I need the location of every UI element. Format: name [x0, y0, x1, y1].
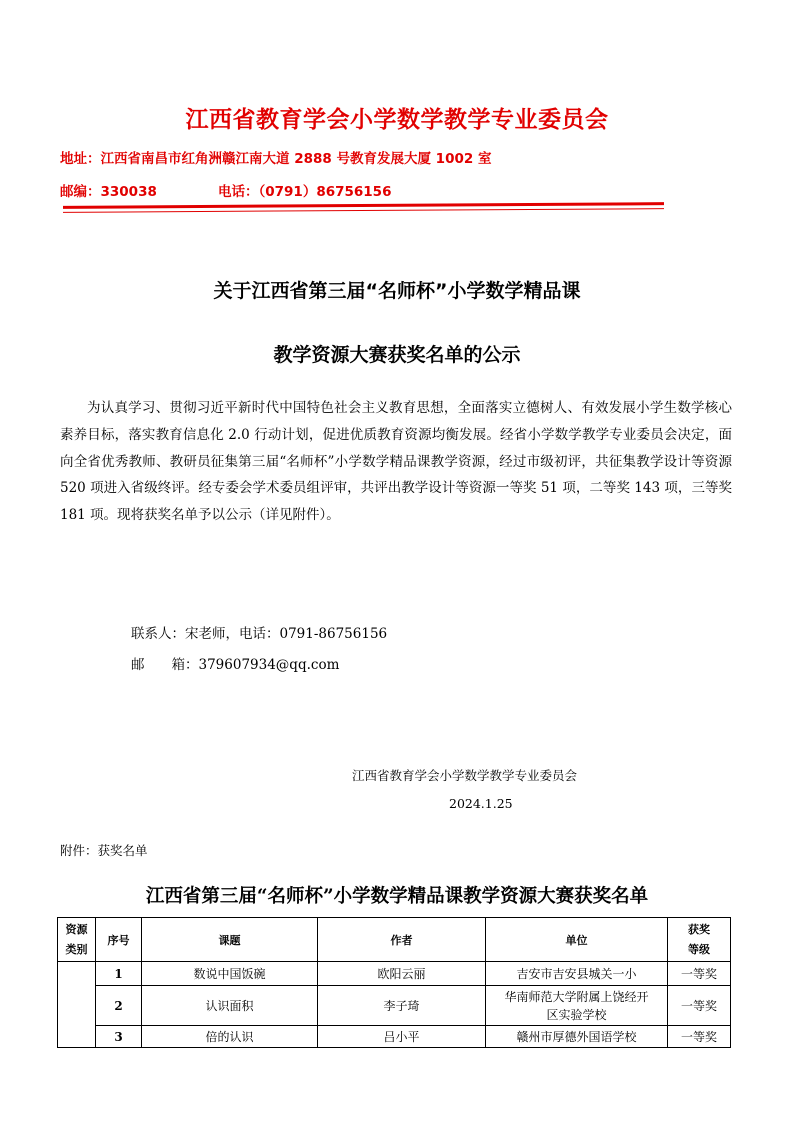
row-unit: 华南师范大学附属上饶经开 区实验学校 [486, 986, 668, 1026]
row-author: 吕小平 [318, 1026, 486, 1048]
awards-table [57, 917, 731, 1048]
table-row [58, 986, 731, 1026]
notice-body [60, 395, 732, 529]
row-author: 李子琦 [318, 986, 486, 1026]
letterhead-address: 地址：江西省南昌市红角洲赣江南大道 2888 号教育发展大厦 1002 室 [60, 151, 492, 167]
letterhead-org-name: 江西省教育学会小学数学教学专业委员会 [185, 107, 609, 133]
row-topic: 认识面积 [142, 986, 318, 1026]
row-index: 2 [96, 986, 142, 1026]
row-unit: 吉安市吉安县城关一小 [486, 962, 668, 986]
awards-table-title: 江西省第三届“名师杯”小学数学精品课教学资源大赛获奖名单 [145, 886, 649, 907]
letterhead-divider-thin [63, 208, 664, 213]
contact-person: 联系人：宋老师，电话：0791-86756156 [131, 626, 388, 642]
signature-org: 江西省教育学会小学数学教学专业委员会 [352, 768, 578, 783]
row-unit: 赣州市厚德外国语学校 [486, 1026, 668, 1048]
notice-title-line1: 关于江西省第三届“名师杯”小学数学精品课 [213, 280, 581, 302]
row-index: 3 [96, 1026, 142, 1048]
notice-body-paragraph: 为认真学习、贯彻习近平新时代中国特色社会主义教育思想，全面落实立德树人、有效发展小学生数学核心素养目标，落实教育信息化 2.0 行动计划，促进优质教育资源均衡发展。经省小学数学教学专业委员会决定，面向全省优秀教师、教研员征集第三届“名师杯”小学数学精品课教学资源，经过市级初评，共征集教学设计等资源 520 项进入省级终评。经专委会学术委员组评审，共评出教学设计等资源一等奖 51 项，二等奖 143 项，三等奖 181 项。现将获奖名单予以公示（详见附件）。 [60, 400, 732, 524]
row-index: 1 [96, 962, 142, 986]
attachment-label: 附件：获奖名单 [60, 843, 148, 858]
category-cell [58, 962, 96, 1048]
header-topic: 课题 [142, 918, 318, 962]
row-level: 一等奖 [668, 1026, 731, 1048]
row-author: 欧阳云丽 [318, 962, 486, 986]
letterhead-postcode: 邮编：330038 [60, 184, 157, 200]
header-level: 获奖 等级 [668, 918, 731, 962]
table-row [58, 1026, 731, 1048]
letterhead-phone: 电话：（0791）86756156 [218, 184, 392, 200]
header-index: 序号 [96, 918, 142, 962]
row-topic: 倍的认识 [142, 1026, 318, 1048]
notice-title-line2: 教学资源大赛获奖名单的公示 [273, 344, 521, 366]
signature-date: 2024.1.25 [449, 796, 513, 811]
row-level: 一等奖 [668, 962, 731, 986]
header-category: 资源 类别 [58, 918, 96, 962]
header-author: 作者 [318, 918, 486, 962]
row-level: 一等奖 [668, 986, 731, 1026]
table-header-row [58, 918, 731, 962]
header-unit: 单位 [486, 918, 668, 962]
table-row [58, 962, 731, 986]
contact-email[interactable]: 邮 箱：379607934@qq.com [131, 657, 340, 673]
row-topic: 数说中国饭碗 [142, 962, 318, 986]
